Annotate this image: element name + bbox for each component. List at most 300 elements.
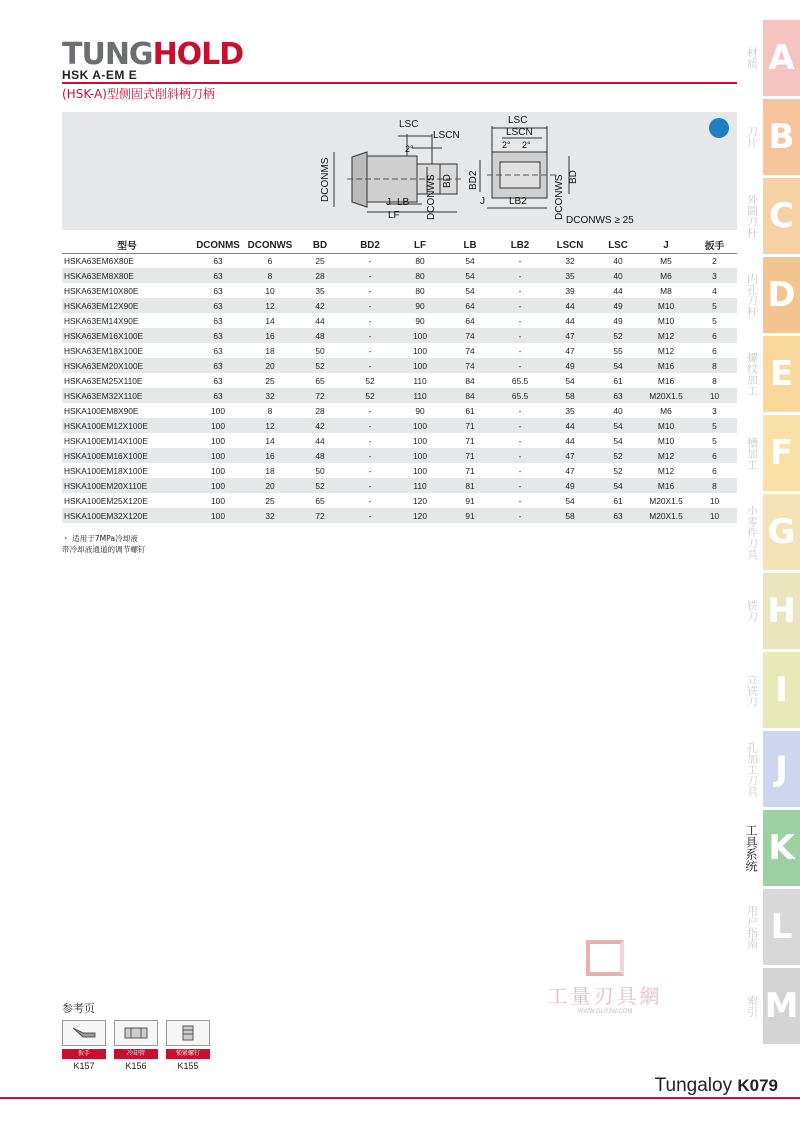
table-cell: 63 (213, 315, 223, 326)
table-row (62, 328, 737, 343)
reference-label: 冷却管 (114, 1049, 158, 1059)
label-dconms: DCONMS (320, 157, 331, 202)
reference-item-wrench[interactable] (62, 1020, 106, 1071)
header-wrench: 扳手 (692, 238, 737, 253)
section-tab-f[interactable] (740, 415, 800, 491)
section-tab-letter: G (763, 494, 800, 570)
table-cell: 100 (413, 435, 427, 446)
table-cell: 14 (265, 315, 275, 326)
table-cell: 47 (565, 345, 575, 356)
section-tab-label: 工具系统 (744, 824, 758, 872)
label-bd2: BD2 (468, 170, 479, 190)
table-cell: 12 (244, 418, 296, 433)
brand-logo (62, 37, 244, 72)
table-cell: 16 (244, 328, 296, 343)
table-cell: M12 (657, 465, 675, 476)
table-cell: 8 (244, 268, 296, 283)
table-cell: 4 (712, 285, 717, 296)
table-cell: 64 (444, 298, 496, 313)
table-cell: 20 (244, 478, 296, 493)
table-cell: M12 (657, 345, 675, 356)
table-row (62, 433, 737, 448)
watermark-url: WWW.GLRJW.COM (577, 1009, 633, 1015)
table-cell: 54 (596, 478, 640, 493)
table-cell: - (344, 298, 396, 313)
header-lsc: LSC (596, 238, 640, 253)
table-cell: 16 (244, 448, 296, 463)
table-cell: 71 (465, 435, 475, 446)
table-cell: 25 (315, 255, 325, 266)
logo-part2: HOLD (152, 37, 244, 72)
table-cell: HSKA63EM32X110E (62, 388, 192, 403)
label-angle-right-a: 2° (502, 140, 511, 150)
table-cell: 35 (544, 268, 596, 283)
table-cell: - (496, 478, 544, 493)
table-row (62, 343, 737, 358)
table-cell: 8 (712, 375, 717, 386)
table-cell: 8 (267, 405, 273, 416)
table-cell: 61 (465, 405, 475, 416)
section-tab-d[interactable] (740, 257, 800, 333)
table-cell: M6 (660, 405, 672, 416)
table-cell: M20X1.5 (640, 508, 692, 523)
table-cell: 18 (265, 465, 275, 476)
table-cell: - (496, 328, 544, 343)
logo-part1: TUNG (62, 37, 153, 72)
label-condition: DCONWS ≥ 25 (566, 215, 634, 226)
table-cell: - (368, 255, 372, 266)
section-tabs (740, 20, 800, 1047)
table-cell: - (496, 358, 544, 373)
table-cell: 64 (465, 315, 475, 326)
table-cell: 44 (565, 435, 575, 446)
label-j-right: J (480, 196, 485, 207)
table-cell: 48 (296, 448, 344, 463)
label-lf: LF (388, 210, 400, 221)
table-cell: 54 (565, 375, 575, 386)
table-cell: 84 (444, 388, 496, 403)
label-lb2: LB2 (509, 196, 527, 207)
table-cell: HSKA100EM25X120E (64, 495, 148, 506)
table-cell: 20 (244, 358, 296, 373)
footer-divider (0, 1097, 800, 1099)
label-dconws-right: DCONWS (554, 174, 565, 220)
table-row (62, 403, 737, 418)
table-cell: M6 (640, 268, 692, 283)
table-cell: 58 (544, 508, 596, 523)
header-dconws: DCONWS (244, 238, 296, 253)
table-cell: 10 (692, 388, 737, 403)
table-cell: M10 (640, 298, 692, 313)
table-header-row (62, 238, 737, 253)
section-tab-letter: F (763, 415, 800, 491)
table-cell: HSKA100EM16X100E (62, 448, 192, 463)
section-tab-label: 铣刀 (745, 600, 759, 622)
table-cell: 10 (692, 508, 737, 523)
table-row (62, 508, 737, 523)
watermark-logo-icon (586, 940, 624, 976)
table-cell: - (344, 418, 396, 433)
table-cell: 63 (192, 298, 244, 313)
table-cell: - (518, 435, 522, 446)
section-tab-l[interactable] (740, 889, 800, 965)
table-cell: 100 (396, 418, 444, 433)
table-cell: - (496, 508, 544, 523)
table-cell: 91 (465, 495, 475, 506)
table-cell: 52 (296, 358, 344, 373)
table-cell: HSKA63EM16X100E (62, 328, 192, 343)
table-cell: 63 (192, 268, 244, 283)
section-tab-m[interactable] (740, 968, 800, 1044)
table-cell: 52 (296, 478, 344, 493)
table-cell: 3 (692, 268, 737, 283)
section-tab-k[interactable] (740, 810, 800, 886)
table-cell: - (518, 255, 522, 266)
table-cell: - (496, 418, 544, 433)
table-cell: M16 (657, 375, 675, 386)
wrench-icon (62, 1020, 106, 1046)
table-cell: 6 (712, 345, 717, 356)
table-cell: 47 (565, 465, 575, 476)
section-tab-c[interactable] (740, 178, 800, 254)
table-cell: 65 (315, 495, 325, 506)
table-cell: 110 (396, 478, 444, 493)
spec-table (62, 238, 737, 523)
table-cell: 63 (192, 328, 244, 343)
table-cell: 44 (315, 315, 325, 326)
table-cell: HSKA100EM14X100E (64, 435, 148, 446)
table-cell: - (368, 315, 372, 326)
table-row (62, 283, 737, 298)
table-cell: M16 (640, 358, 692, 373)
table-cell: 32 (244, 508, 296, 523)
reference-items (62, 1020, 210, 1071)
footer-brand: Tungaloy (654, 1075, 733, 1096)
table-cell: 42 (296, 418, 344, 433)
table-cell: 72 (296, 508, 344, 523)
table-cell: 12 (244, 298, 296, 313)
reference-code: K156 (125, 1061, 147, 1071)
table-cell: - (368, 495, 372, 506)
table-cell: 8 (692, 358, 737, 373)
table-cell: 80 (396, 268, 444, 283)
section-tab-label: 螺纹加工 (745, 352, 759, 396)
table-cell: 80 (415, 255, 425, 266)
footnote (62, 533, 146, 555)
section-tab-g[interactable] (740, 494, 800, 570)
table-cell: - (368, 405, 372, 416)
table-cell: 28 (315, 405, 325, 416)
header-lscn: LSCN (544, 238, 596, 253)
table-row (62, 478, 737, 493)
section-tab-label: 小零件刀具 (745, 504, 759, 560)
table-row (62, 388, 737, 403)
header-lf: LF (396, 238, 444, 253)
table-cell: 100 (396, 358, 444, 373)
footer (655, 1075, 778, 1097)
table-cell: HSKA100EM8X90E (64, 405, 139, 416)
table-row (62, 268, 737, 283)
table-cell: 49 (613, 315, 623, 326)
header-model: 型号 (62, 238, 192, 253)
table-cell: 63 (192, 358, 244, 373)
table-cell: 100 (211, 435, 225, 446)
table-cell: 49 (596, 298, 640, 313)
table-cell: 32 (565, 255, 575, 266)
section-tab-letter: M (763, 968, 800, 1044)
table-cell: M16 (640, 478, 692, 493)
table-cell: 42 (296, 298, 344, 313)
table-cell: - (344, 328, 396, 343)
table-cell: M20X1.5 (649, 495, 683, 506)
table-cell: 6 (712, 465, 717, 476)
table-cell: - (518, 315, 522, 326)
table-cell: HSKA63EM25X110E (64, 375, 143, 386)
table-cell: HSKA63EM8X80E (62, 268, 192, 283)
table-row (62, 253, 737, 268)
page-number: K079 (737, 1076, 778, 1095)
table-cell: 49 (544, 478, 596, 493)
table-cell: 63 (213, 375, 223, 386)
table-cell: M20X1.5 (640, 388, 692, 403)
table-cell: 110 (413, 375, 427, 386)
header-dconms: DCONMS (192, 238, 244, 253)
table-cell: 10 (265, 285, 275, 296)
coolant-icon (709, 118, 729, 138)
footnote-line2: 带冷却液通道的调节螺钉 (62, 545, 146, 554)
table-cell: 54 (444, 268, 496, 283)
table-cell: - (518, 495, 522, 506)
table-cell: 100 (192, 508, 244, 523)
label-bd-right: BD (568, 170, 579, 184)
table-cell: - (344, 478, 396, 493)
section-tab-label: 用户指南 (745, 905, 759, 949)
table-cell: 44 (565, 315, 575, 326)
section-tab-label: 孔加工刀具 (745, 741, 759, 797)
table-cell: HSKA100EM20X110E (62, 478, 192, 493)
label-lb: LB (397, 197, 410, 208)
table-cell: 5 (712, 315, 717, 326)
table-cell: - (496, 268, 544, 283)
table-cell: - (368, 345, 372, 356)
table-cell: HSKA63EM10X80E (64, 285, 139, 296)
table-cell: - (344, 448, 396, 463)
dimension-diagram (62, 112, 737, 230)
table-cell: - (344, 358, 396, 373)
coolant-pipe-icon (114, 1020, 158, 1046)
table-row (62, 313, 737, 328)
table-cell: 84 (465, 375, 475, 386)
table-cell: 5 (712, 435, 717, 446)
tool-drawing (62, 112, 737, 230)
table-cell: 10 (709, 495, 720, 506)
table-cell: - (518, 345, 522, 356)
table-cell: 52 (344, 388, 396, 403)
table-cell: 61 (613, 495, 623, 506)
table-cell: 5 (692, 418, 737, 433)
table-cell: 100 (211, 465, 225, 476)
table-cell: 100 (192, 478, 244, 493)
section-tab-letter: J (763, 731, 800, 807)
table-cell: 5 (692, 298, 737, 313)
header-bd2: BD2 (344, 238, 396, 253)
section-tab-label: 索引 (745, 995, 759, 1017)
table-cell: 63 (192, 388, 244, 403)
table-cell: HSKA63EM18X100E (64, 345, 144, 356)
table-cell: 100 (192, 448, 244, 463)
table-row (62, 463, 737, 478)
section-tab-label: 外圆刀杆 (745, 194, 759, 238)
section-tab-e[interactable] (740, 336, 800, 412)
label-lscn: LSCN (433, 130, 460, 141)
section-tab-j[interactable] (740, 731, 800, 807)
table-cell: M8 (660, 285, 672, 296)
section-tab-letter: I (763, 652, 800, 728)
label-dconws-left: DCONWS (426, 174, 437, 220)
table-cell: - (518, 285, 522, 296)
table-cell: 71 (465, 465, 475, 476)
table-cell: - (518, 405, 522, 416)
table-cell: 2 (712, 255, 717, 266)
table-cell: 90 (415, 315, 425, 326)
section-tab-label: 材质 (745, 47, 759, 69)
table-cell: 71 (444, 448, 496, 463)
section-tab-letter: A (763, 20, 800, 96)
table-cell: 6 (692, 328, 737, 343)
label-lsc: LSC (399, 119, 419, 130)
table-cell: M10 (657, 315, 675, 326)
table-cell: 54 (596, 418, 640, 433)
watermark-text: 工量刃具網 (547, 984, 663, 1008)
table-cell: 14 (265, 435, 275, 446)
table-cell: 52 (596, 448, 640, 463)
table-cell: 80 (415, 285, 425, 296)
table-cell: 100 (396, 328, 444, 343)
table-cell: 52 (596, 328, 640, 343)
section-tab-label: 立铣刀 (745, 673, 759, 707)
section-tab-letter: L (763, 889, 800, 965)
table-cell: 35 (315, 285, 325, 296)
table-cell: 54 (465, 285, 475, 296)
table-cell: - (368, 465, 372, 476)
table-cell: 40 (613, 405, 623, 416)
header-lb2: LB2 (496, 238, 544, 253)
table-cell: 52 (365, 375, 375, 386)
table-cell: 25 (265, 375, 275, 386)
table-cell: - (496, 448, 544, 463)
table-cell: M12 (640, 448, 692, 463)
table-cell: 74 (444, 358, 496, 373)
table-cell: M5 (660, 255, 672, 266)
reference-label: 锁紧螺钉 (166, 1049, 210, 1059)
table-row (62, 373, 737, 388)
table-cell: 81 (444, 478, 496, 493)
section-tab-h[interactable] (740, 573, 800, 649)
table-cell: 47 (544, 328, 596, 343)
table-cell: 61 (613, 375, 623, 386)
table-cell: 8 (692, 478, 737, 493)
table-cell: - (344, 508, 396, 523)
table-cell: 47 (544, 448, 596, 463)
table-cell: 49 (544, 358, 596, 373)
reference-label: 扳手 (62, 1049, 106, 1059)
reference-code: K157 (73, 1061, 95, 1071)
table-cell: 54 (465, 255, 475, 266)
section-tab-letter: E (763, 336, 800, 412)
table-cell: M10 (640, 418, 692, 433)
table-cell: 74 (465, 345, 475, 356)
table-cell: 91 (444, 508, 496, 523)
section-tab-letter: C (763, 178, 800, 254)
table-cell: - (368, 285, 372, 296)
watermark (540, 940, 670, 1015)
header-lb: LB (444, 238, 496, 253)
table-cell: 44 (544, 418, 596, 433)
table-cell: 100 (192, 418, 244, 433)
header-j: J (640, 238, 692, 253)
table-cell: 110 (396, 388, 444, 403)
table-cell: 40 (596, 268, 640, 283)
table-cell: M12 (640, 328, 692, 343)
section-tab-i[interactable] (740, 652, 800, 728)
table-cell: 48 (296, 328, 344, 343)
table-cell: - (518, 465, 522, 476)
section-tab-a[interactable] (740, 20, 800, 96)
footnote-line1: ・ 适用于7MPa冷却液 (62, 534, 138, 543)
table-cell: 100 (396, 448, 444, 463)
table-cell: HSKA63EM20X100E (62, 358, 192, 373)
table-cell: 52 (613, 465, 623, 476)
table-cell: 63 (213, 345, 223, 356)
table-cell: 100 (211, 405, 225, 416)
page-subtitle: (HSK-A)型侧固式削斜柄刀柄 (62, 87, 215, 101)
reference-item-lock-screw[interactable] (166, 1020, 210, 1071)
table-cell: 54 (596, 358, 640, 373)
table-cell: 120 (413, 495, 427, 506)
table-cell: HSKA63EM14X90E (64, 315, 139, 326)
table-cell: 63 (596, 508, 640, 523)
table-cell: 90 (396, 298, 444, 313)
table-row (62, 448, 737, 463)
section-tab-label: 刀片 (745, 126, 759, 148)
table-row (62, 418, 737, 433)
table-row (62, 358, 737, 373)
label-lsc-right: LSC (508, 115, 528, 126)
table-row (62, 298, 737, 313)
table-cell: 28 (296, 268, 344, 283)
table-cell: HSKA63EM6X80E (64, 255, 134, 266)
section-tab-letter: D (763, 257, 800, 333)
table-cell: 44 (613, 285, 623, 296)
section-tab-b[interactable] (740, 99, 800, 175)
table-cell: HSKA100EM12X100E (62, 418, 192, 433)
table-cell: M10 (657, 435, 675, 446)
header-bd: BD (296, 238, 344, 253)
table-cell: HSKA63EM12X90E (62, 298, 192, 313)
reference-item-coolant-pipe[interactable] (114, 1020, 158, 1071)
table-cell: 63 (213, 285, 223, 296)
table-cell: - (344, 268, 396, 283)
section-tab-label: 槽加工 (745, 436, 759, 470)
table-cell: 100 (211, 495, 225, 506)
table-cell: 40 (613, 255, 623, 266)
table-cell: 54 (613, 435, 623, 446)
table-cell: 44 (315, 435, 325, 446)
series-code: HSK A-EM E (62, 68, 138, 82)
table-cell: 63 (596, 388, 640, 403)
label-angle-right-b: 2° (522, 140, 531, 150)
section-tab-letter: B (763, 99, 800, 175)
